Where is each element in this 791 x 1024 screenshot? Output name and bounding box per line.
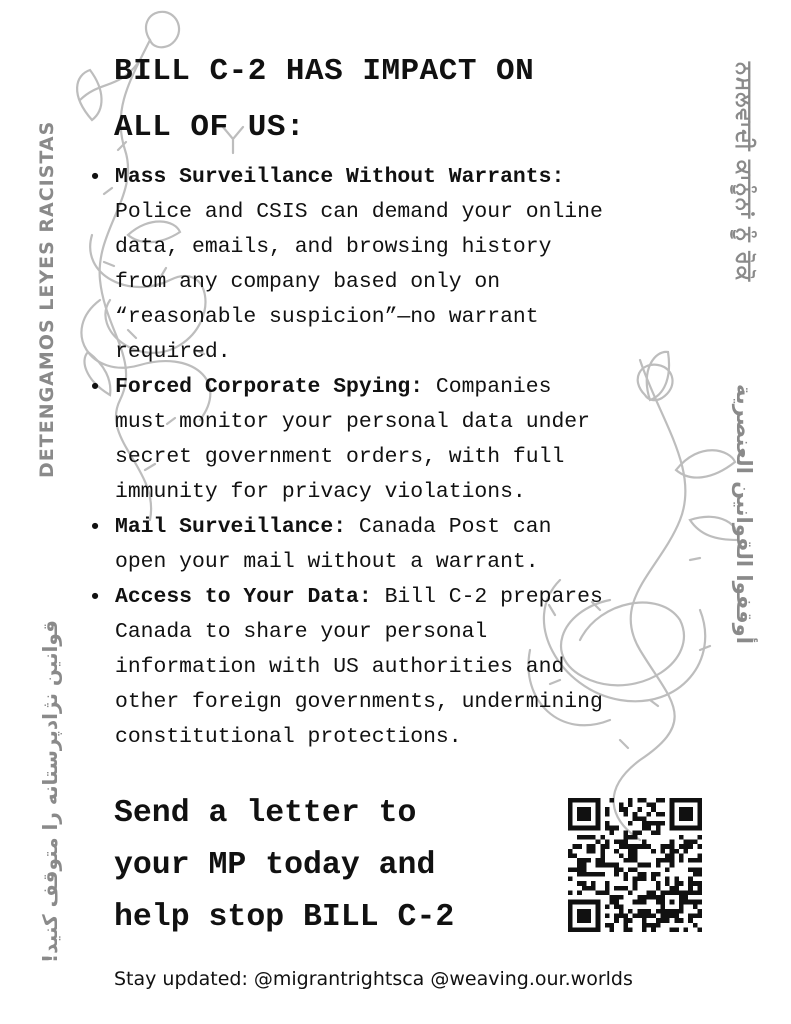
cta-line: your MP today and [114, 848, 436, 883]
bullet-text-line: other foreign governments, undermining [115, 690, 603, 714]
bullet-text-line: Police and CSIS can demand your online [115, 200, 603, 224]
cta-line: Send a letter to [114, 796, 417, 831]
bullet-icon: • [88, 515, 102, 540]
list-item [88, 580, 708, 755]
bullet-text: Bill C-2 prepares [371, 585, 603, 609]
bullet-icon: • [88, 375, 102, 400]
bullet-text: Canada Post can [346, 515, 552, 539]
bullet-text-line: secret government orders, with full [115, 445, 565, 469]
footer-social-handles: Stay updated: @migrantrightsca @weaving.our.worlds [114, 968, 633, 990]
bullet-text-line: required. [115, 340, 231, 364]
bullet-text-line: must monitor your personal data under [115, 410, 590, 434]
bullet-text-line: constitutional protections. [115, 725, 462, 749]
bullet-text-line: immunity for privacy violations. [115, 480, 526, 504]
title-line: BILL C-2 HAS IMPACT ON [114, 54, 535, 89]
list-item [88, 370, 708, 510]
bullet-text-line: from any company based only on [115, 270, 501, 294]
cta-line: help stop BILL C-2 [114, 900, 455, 935]
bullet-icon: • [88, 165, 102, 190]
bullet-text-line: Canada to share your personal [115, 620, 488, 644]
call-to-action [114, 788, 554, 944]
qr-code-icon[interactable] [566, 798, 704, 932]
bullet-text-line: data, emails, and browsing history [115, 235, 552, 259]
bullet-text-line: information with US authorities and [115, 655, 565, 679]
list-item [88, 510, 708, 580]
bullet-icon: • [88, 585, 102, 610]
flyer-title [114, 44, 674, 156]
side-slogan-persian: قوانین نژادپرستانه را متوقف کنید! [38, 619, 62, 963]
side-slogan-punjabi: ਨਸਲਵਾਦੀ ਕਾਨੂੰਨਾਂ ਨੂੰ ਰੋਕੋ [731, 62, 756, 283]
bullet-text-line: open your mail without a warrant. [115, 550, 539, 574]
bullet-text: Companies [423, 375, 552, 399]
bullet-heading: Access to Your Data: [115, 585, 372, 609]
title-line: ALL OF US: [114, 110, 306, 145]
list-item [88, 160, 708, 370]
bullet-heading: Mass Surveillance Without Warrants: [115, 165, 565, 189]
impact-list [88, 160, 708, 755]
bullet-heading: Forced Corporate Spying: [115, 375, 424, 399]
side-slogan-arabic: أوقفوا القوانين العنصرية [732, 384, 756, 644]
bullet-text-line: “reasonable suspicion”—no warrant [115, 305, 539, 329]
bullet-heading: Mail Surveillance: [115, 515, 347, 539]
side-slogan-spanish: DETENGAMOS LEYES RACISTAS [36, 120, 58, 478]
